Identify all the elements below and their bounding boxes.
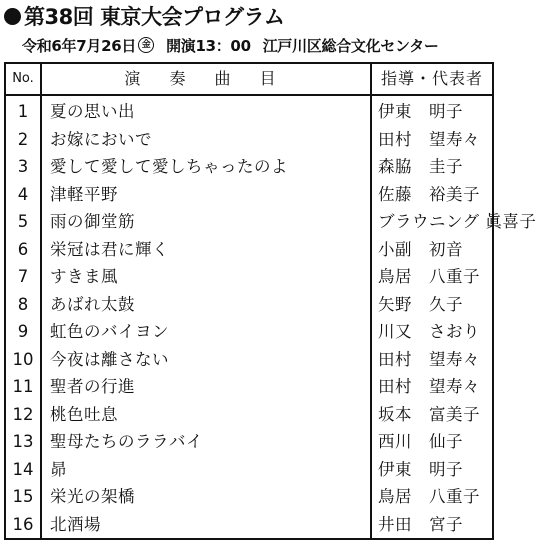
song-title: あばれ太鼓 bbox=[50, 294, 135, 314]
row-number: 7 bbox=[17, 267, 29, 286]
conductor-name: 森脇 圭子 bbox=[378, 157, 463, 176]
table-row bbox=[6, 208, 536, 236]
row-number: 6 bbox=[17, 239, 29, 259]
table-row bbox=[6, 263, 492, 291]
table-body bbox=[6, 98, 536, 538]
song-title: 栄光の架橋 bbox=[50, 487, 135, 506]
row-number: 11 bbox=[12, 377, 34, 396]
song-title: 愛して愛して愛しちゃったのよ bbox=[50, 157, 288, 176]
weekday-badge: 金 bbox=[138, 37, 154, 53]
table-row bbox=[6, 428, 492, 456]
row-number: 4 bbox=[17, 184, 29, 204]
header-conductor: 指導・代表者 bbox=[380, 69, 483, 88]
program-table bbox=[4, 62, 536, 540]
song-title: お嫁においで bbox=[50, 129, 152, 149]
bullet-icon bbox=[4, 8, 21, 25]
conductor-name: 川又 さおり bbox=[378, 322, 480, 341]
row-number: 3 bbox=[17, 157, 29, 176]
event-venue: 江戸川区総合文化センター bbox=[262, 36, 439, 55]
song-title: 雨の御堂筋 bbox=[50, 212, 135, 231]
row-number: 8 bbox=[17, 294, 29, 314]
table-row bbox=[6, 98, 492, 126]
song-title: 聖者の行進 bbox=[50, 377, 135, 396]
table-row bbox=[6, 511, 492, 539]
table-row bbox=[6, 236, 492, 264]
table-row bbox=[6, 318, 492, 346]
row-number: 10 bbox=[12, 349, 34, 369]
row-number: 2 bbox=[17, 129, 29, 149]
conductor-name: 矢野 久子 bbox=[378, 294, 463, 314]
table-header bbox=[6, 64, 492, 96]
conductor-name: 田村 望寿々 bbox=[378, 129, 480, 149]
table-row bbox=[6, 126, 492, 154]
conductor-name: 佐藤 裕美子 bbox=[378, 184, 480, 204]
conductor-name: ブラウニング 眞喜子 bbox=[378, 212, 536, 231]
row-number: 9 bbox=[17, 322, 29, 341]
row-number: 5 bbox=[17, 212, 29, 231]
song-title: 夏の思い出 bbox=[50, 102, 135, 121]
table-row bbox=[6, 401, 492, 429]
conductor-name: 井田 宮子 bbox=[378, 514, 463, 534]
table-row bbox=[6, 483, 492, 511]
event-time: 開演13：00 bbox=[166, 36, 251, 55]
conductor-name: 鳥居 八重子 bbox=[378, 487, 480, 506]
row-number: 16 bbox=[12, 514, 34, 534]
table-row bbox=[6, 456, 492, 484]
table-row bbox=[6, 373, 492, 401]
song-title: 桃色吐息 bbox=[50, 404, 118, 424]
song-title: 今夜は離さない bbox=[50, 349, 169, 369]
song-title: 津軽平野 bbox=[50, 184, 118, 204]
song-title: 栄冠は君に輝く bbox=[50, 239, 169, 259]
header-song: 演 奏 曲 目 bbox=[124, 69, 288, 88]
conductor-name: 伊東 明子 bbox=[378, 459, 463, 479]
program-title: 第38回 東京大会プログラム bbox=[24, 5, 285, 29]
table-row bbox=[6, 153, 492, 181]
table-row bbox=[6, 346, 492, 374]
event-info bbox=[22, 33, 439, 57]
table-row bbox=[6, 181, 492, 209]
conductor-name: 小副 初音 bbox=[378, 239, 463, 259]
song-title: 聖母たちのララバイ bbox=[50, 432, 203, 451]
row-number: 12 bbox=[12, 404, 34, 424]
program-title-bar bbox=[4, 2, 284, 30]
row-number: 1 bbox=[17, 102, 29, 121]
conductor-name: 伊東 明子 bbox=[378, 102, 463, 121]
conductor-name: 鳥居 八重子 bbox=[378, 267, 480, 286]
conductor-name: 坂本 富美子 bbox=[378, 404, 480, 424]
row-number: 15 bbox=[12, 487, 34, 506]
conductor-name: 西川 仙子 bbox=[378, 432, 463, 451]
row-number: 13 bbox=[12, 432, 34, 451]
conductor-name: 田村 望寿々 bbox=[378, 349, 480, 369]
row-number: 14 bbox=[12, 459, 34, 479]
song-title: 北酒場 bbox=[50, 514, 101, 534]
event-date: 令和6年7月26日 bbox=[22, 36, 137, 55]
song-title: すきま風 bbox=[50, 267, 118, 286]
song-title: 虹色のバイヨン bbox=[50, 322, 169, 341]
header-no: No. bbox=[12, 71, 34, 86]
table-row bbox=[6, 291, 492, 319]
song-title: 昴 bbox=[50, 459, 67, 479]
conductor-name: 田村 望寿々 bbox=[378, 377, 480, 396]
